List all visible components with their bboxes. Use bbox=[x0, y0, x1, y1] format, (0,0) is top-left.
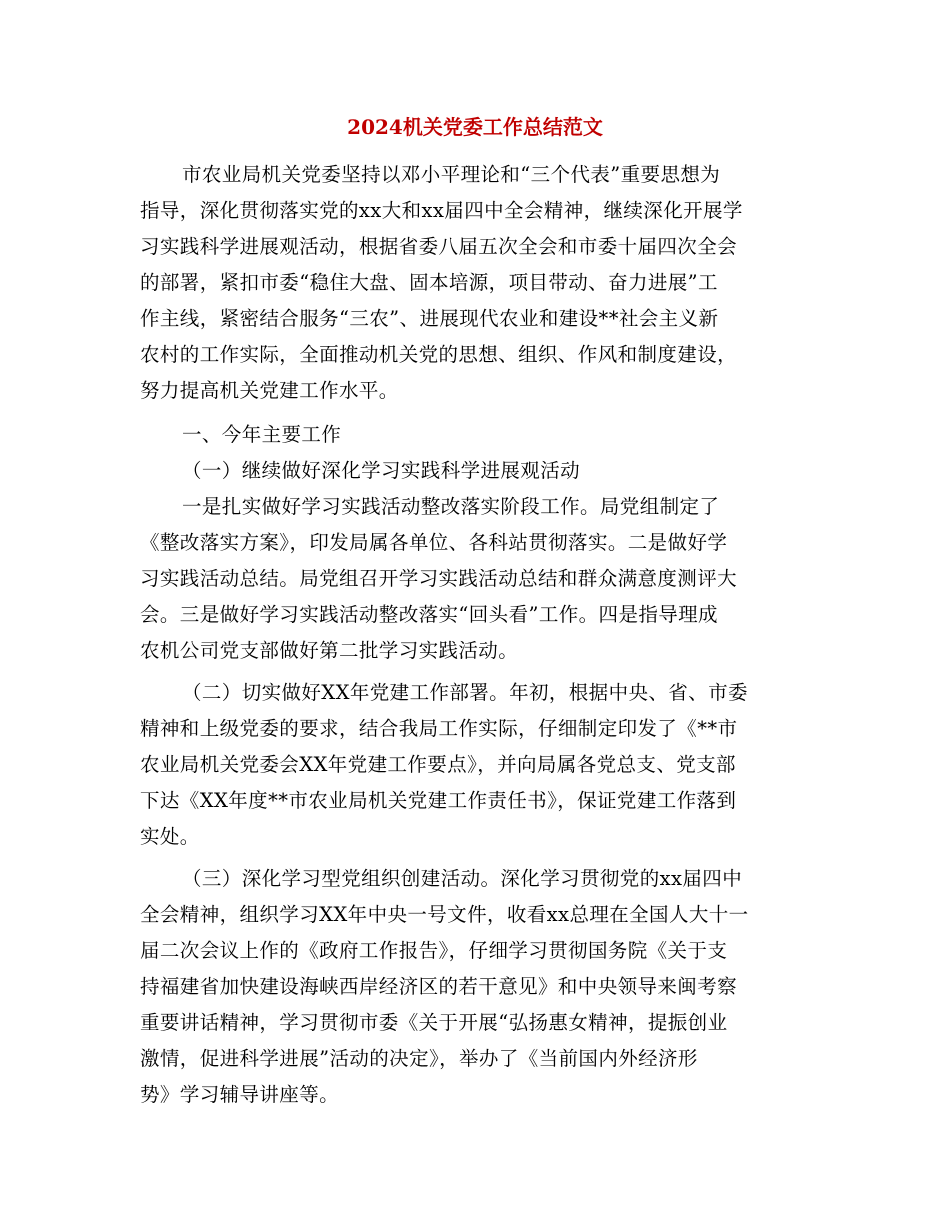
body-line: 指导，深化贯彻落实党的xx大和xx届四中全会精神，继续深化开展学 bbox=[140, 199, 743, 222]
body-line: 的部署，紧扣市委“稳住大盘、固本培源，项目带动、奋力进展”工 bbox=[140, 271, 718, 294]
body-line: 会。三是做好学习实践活动整改落实“回头看”工作。四是指导理成 bbox=[140, 603, 718, 626]
body-line: 农业局机关党委会XX年党建工作要点》，并向局属各党总支、党支部 bbox=[140, 753, 736, 776]
body-line: 持福建省加快建设海峡西岸经济区的若干意见》和中央领导来闽考察 bbox=[140, 975, 738, 998]
body-line: 势》学习辅导讲座等。 bbox=[140, 1083, 340, 1106]
body-line: 激情，促进科学进展”活动的决定》，举办了《当前国内外经济形 bbox=[140, 1047, 698, 1070]
body-line: 习实践科学进展观活动，根据省委八届五次全会和市委十届四次全会 bbox=[140, 235, 738, 258]
body-line: 下达《XX年度**市农业局机关党建工作责任书》，保证党建工作落到 bbox=[140, 789, 737, 812]
body-line: 重要讲话精神，学习贯彻市委《关于开展“弘扬惠女精神，提振创业 bbox=[140, 1011, 728, 1034]
body-line: 一是扎实做好学习实践活动整改落实阶段工作。局党组制定了 bbox=[182, 495, 720, 518]
body-line: 全会精神，组织学习XX年中央一号文件，收看xx总理在全国人大十一 bbox=[140, 903, 749, 926]
subsection-heading: （一）继续做好深化学习实践科学进展观活动 bbox=[182, 459, 581, 482]
body-line: 精神和上级党委的要求，结合我局工作实际，仔细制定印发了《**市 bbox=[140, 717, 738, 740]
body-line: 习实践活动总结。局党组召开学习实践活动总结和群众满意度测评大 bbox=[140, 567, 738, 590]
body-line: 实处。 bbox=[140, 825, 200, 848]
body-line: 《整改落实方案》，印发局属各单位、各科站贯彻落实。二是做好学 bbox=[140, 531, 728, 554]
body-line: 届二次会议上作的《政府工作报告》，仔细学习贯彻国务院《关于支 bbox=[140, 939, 728, 962]
body-line: 努力提高机关党建工作水平。 bbox=[140, 379, 399, 402]
body-line: 市农业局机关党委坚持以邓小平理论和“三个代表”重要思想为 bbox=[182, 163, 721, 186]
body-line: 农村的工作实际，全面推动机关党的思想、组织、作风和制度建设， bbox=[140, 343, 738, 366]
body-line: 农机公司党支部做好第二批学习实践活动。 bbox=[140, 639, 519, 662]
body-line: （二）切实做好XX年党建工作部署。年初，根据中央、省、市委 bbox=[182, 681, 748, 704]
body-line: （三）深化学习型党组织创建活动。深化学习贯彻党的xx届四中 bbox=[182, 867, 743, 890]
document-title: 2024机关党委工作总结范文 bbox=[347, 115, 603, 139]
section-heading: 一、今年主要工作 bbox=[182, 423, 342, 446]
body-line: 作主线，紧密结合服务“三农”、进展现代农业和建设**社会主义新 bbox=[140, 307, 719, 330]
